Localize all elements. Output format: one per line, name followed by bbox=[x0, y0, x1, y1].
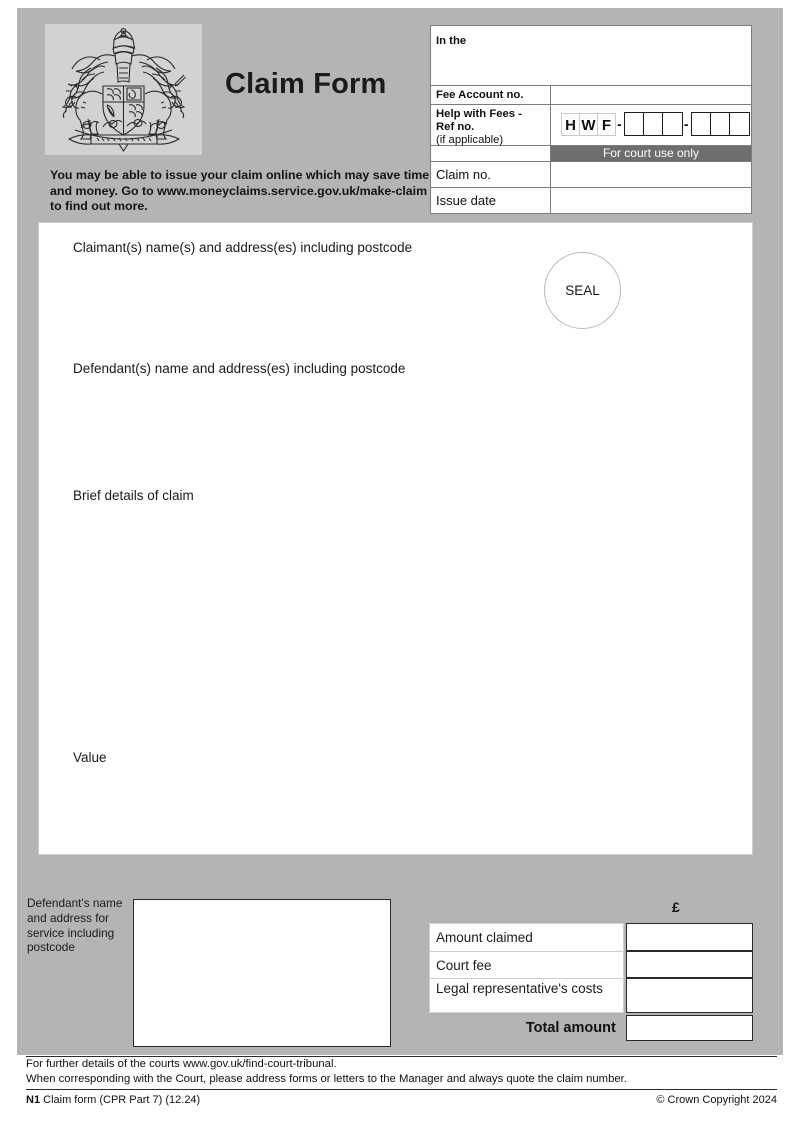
defendant-service-input[interactable] bbox=[133, 899, 391, 1047]
hwf-cell-2[interactable] bbox=[643, 112, 664, 136]
claimant-label: Claimant(s) name(s) and address(es) including postcode bbox=[73, 240, 413, 255]
footer-line-1: For further details of the courts www.gov.uk/find-court-tribunal. bbox=[26, 1058, 337, 1070]
form-reference bbox=[26, 1094, 200, 1106]
issue-date-input[interactable] bbox=[551, 188, 751, 213]
amount-claimed-label: Amount claimed bbox=[429, 923, 624, 951]
form-page bbox=[17, 8, 783, 1055]
footer-meta bbox=[26, 1094, 777, 1106]
total-amount-row bbox=[429, 1015, 753, 1041]
page-footer bbox=[17, 1056, 783, 1106]
fee-account-label: Fee Account no. bbox=[436, 88, 524, 101]
fee-account-input[interactable] bbox=[551, 86, 751, 104]
form-code: N1 bbox=[26, 1094, 41, 1106]
hwf-cell-3[interactable] bbox=[662, 112, 683, 136]
hwf-boxes bbox=[561, 112, 749, 136]
claim-details-panel bbox=[38, 222, 753, 855]
fee-account-row bbox=[431, 85, 751, 104]
footer-line-2: When corresponding with the Court, please address forms or letters to the Manager and always quote the claim number. bbox=[26, 1073, 627, 1085]
seal-stamp bbox=[544, 252, 621, 329]
claim-no-row bbox=[431, 161, 751, 187]
hwf-dash-1: - bbox=[617, 115, 622, 132]
amounts-table bbox=[429, 923, 753, 1041]
court-details-table bbox=[430, 25, 752, 214]
hwf-label-line2: Ref no. bbox=[436, 121, 475, 133]
hwf-cell-6[interactable] bbox=[729, 112, 750, 136]
help-with-fees-row bbox=[431, 104, 751, 145]
form-description: Claim form (CPR Part 7) (12.24) bbox=[43, 1094, 201, 1106]
defendant-input[interactable] bbox=[73, 381, 523, 481]
value-label: Value bbox=[73, 750, 107, 765]
claimant-input[interactable] bbox=[73, 259, 523, 354]
hwf-cell-4[interactable] bbox=[691, 112, 712, 136]
defendant-label: Defendant(s) name and address(es) including postcode bbox=[73, 361, 406, 376]
issue-date-label: Issue date bbox=[436, 193, 496, 208]
claim-no-input[interactable] bbox=[551, 162, 751, 187]
for-court-use-only-row bbox=[431, 145, 751, 161]
hwf-letter-f: F bbox=[597, 113, 616, 136]
for-court-use-only-band: For court use only bbox=[551, 146, 751, 161]
amount-claimed-input[interactable] bbox=[626, 923, 753, 951]
hwf-cell-1[interactable] bbox=[624, 112, 645, 136]
footer-middle-divider bbox=[26, 1089, 777, 1090]
hwf-letter-w: W bbox=[579, 113, 598, 136]
value-input[interactable] bbox=[73, 771, 713, 843]
total-amount-input[interactable] bbox=[626, 1015, 753, 1041]
in-the-row bbox=[431, 26, 751, 85]
seal-label: SEAL bbox=[565, 283, 600, 298]
copyright-notice: © Crown Copyright 2024 bbox=[656, 1094, 777, 1106]
court-use-spacer bbox=[431, 146, 551, 161]
table-row bbox=[429, 951, 753, 978]
in-the-input[interactable] bbox=[436, 49, 746, 89]
hwf-letter-h: H bbox=[561, 113, 580, 136]
defendant-service-label: Defendant's name and address for service including postcode bbox=[27, 896, 123, 955]
hwf-cell-5[interactable] bbox=[710, 112, 731, 136]
court-fee-input[interactable] bbox=[626, 951, 753, 978]
hwf-dash-2: - bbox=[683, 115, 689, 132]
online-claim-note: You may be able to issue your claim online which may save time and money. Go to www.moneyclaims.service.gov.uk/make-claim to find out more. bbox=[50, 168, 430, 213]
legal-rep-costs-label: Legal representative's costs bbox=[429, 978, 624, 1013]
page-title: Claim Form bbox=[225, 68, 387, 100]
legal-rep-costs-input[interactable] bbox=[626, 978, 753, 1013]
hwf-group-1 bbox=[624, 112, 682, 136]
table-row bbox=[429, 923, 753, 951]
brief-details-label: Brief details of claim bbox=[73, 488, 194, 503]
table-row bbox=[429, 978, 753, 1013]
hwf-label-line1: Help with Fees - bbox=[436, 108, 522, 120]
claim-no-label: Claim no. bbox=[436, 167, 491, 182]
hwf-ref-field bbox=[551, 105, 751, 145]
brief-details-input[interactable] bbox=[73, 508, 713, 738]
royal-coat-of-arms-icon bbox=[45, 24, 202, 155]
in-the-label: In the bbox=[436, 35, 467, 47]
hwf-group-2 bbox=[691, 112, 749, 136]
total-amount-label: Total amount bbox=[525, 1020, 616, 1036]
currency-symbol: £ bbox=[672, 899, 680, 915]
court-fee-label: Court fee bbox=[429, 951, 624, 978]
hwf-label-line3: (if applicable) bbox=[436, 134, 504, 146]
issue-date-row bbox=[431, 187, 751, 213]
